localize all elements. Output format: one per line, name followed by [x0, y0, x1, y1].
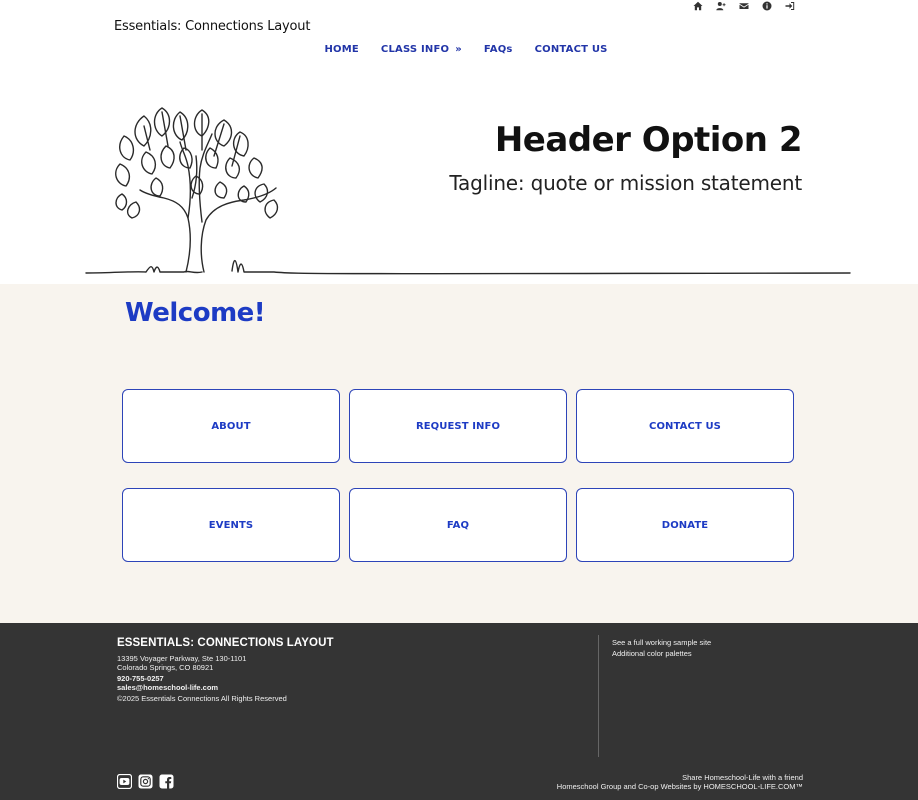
add-user-icon[interactable]	[715, 1, 726, 12]
info-icon[interactable]	[761, 1, 772, 12]
tile-label: ABOUT	[211, 420, 251, 432]
dropdown-arrow-icon: »	[455, 44, 462, 55]
tile-label: CONTACT US	[649, 420, 721, 432]
tile-label: REQUEST INFO	[415, 420, 501, 432]
footer-credit[interactable]: Homeschool Group and Co-op Websites by HOMESCHOOL-LIFE.COM™	[556, 782, 803, 791]
tile-label: EVENTS	[208, 519, 254, 531]
main-nav	[0, 44, 918, 55]
footer-link-sample-site[interactable]: See a full working sample site	[612, 638, 712, 647]
nav-item-label: HOME	[324, 44, 359, 55]
tile-label: DONATE	[661, 519, 709, 531]
social-links	[117, 774, 174, 789]
tile-label: FAQ	[446, 519, 470, 531]
nav-item-label: CONTACT US	[534, 44, 608, 55]
footer-address-line1: 13395 Voyager Parkway, Ste 130-1101	[117, 654, 247, 663]
nav-item-class-info[interactable]	[370, 44, 473, 55]
facebook-icon[interactable]	[159, 774, 174, 789]
main-content	[0, 284, 918, 623]
tile-contact-us[interactable]	[576, 389, 794, 463]
footer-phone[interactable]: 920-755-0257	[117, 674, 164, 683]
hero-tagline: Tagline: quote or mission statement	[449, 171, 802, 195]
home-icon[interactable]	[692, 1, 703, 12]
envelope-icon[interactable]	[738, 1, 749, 12]
welcome-heading: Welcome!	[125, 298, 266, 328]
tile-about[interactable]	[122, 389, 340, 463]
youtube-icon[interactable]	[117, 774, 132, 789]
hero-banner	[0, 80, 918, 284]
footer-copyright: ©2025 Essentials Connections All Rights Reserved	[117, 694, 287, 703]
tile-faq[interactable]	[349, 488, 567, 562]
tile-donate[interactable]	[576, 488, 794, 562]
site-title[interactable]: Essentials: Connections Layout	[114, 19, 311, 34]
hero-title: Header Option 2	[494, 120, 802, 160]
nav-item-home[interactable]	[313, 44, 369, 55]
footer-address-line2: Colorado Springs, CO 80921	[117, 663, 214, 672]
footer-email[interactable]: sales@homeschool-life.com	[117, 683, 219, 692]
utility-bar	[692, 0, 795, 12]
tile-request-info[interactable]	[349, 389, 567, 463]
nav-item-label: FAQs	[483, 44, 513, 55]
footer-divider	[598, 635, 599, 757]
footer	[0, 623, 918, 800]
tile-events[interactable]	[122, 488, 340, 562]
footer-title: ESSENTIALS: CONNECTIONS LAYOUT	[117, 637, 334, 649]
nav-item-faqs[interactable]	[473, 44, 524, 55]
sign-in-icon[interactable]	[784, 1, 795, 12]
nav-item-label: CLASS INFO	[380, 44, 450, 55]
nav-item-contact-us[interactable]	[524, 44, 619, 55]
footer-link-color-palettes[interactable]: Additional color palettes	[612, 649, 692, 658]
instagram-icon[interactable]	[138, 774, 153, 789]
footer-share-link[interactable]: Share Homeschool-Life with a friend	[682, 773, 803, 782]
